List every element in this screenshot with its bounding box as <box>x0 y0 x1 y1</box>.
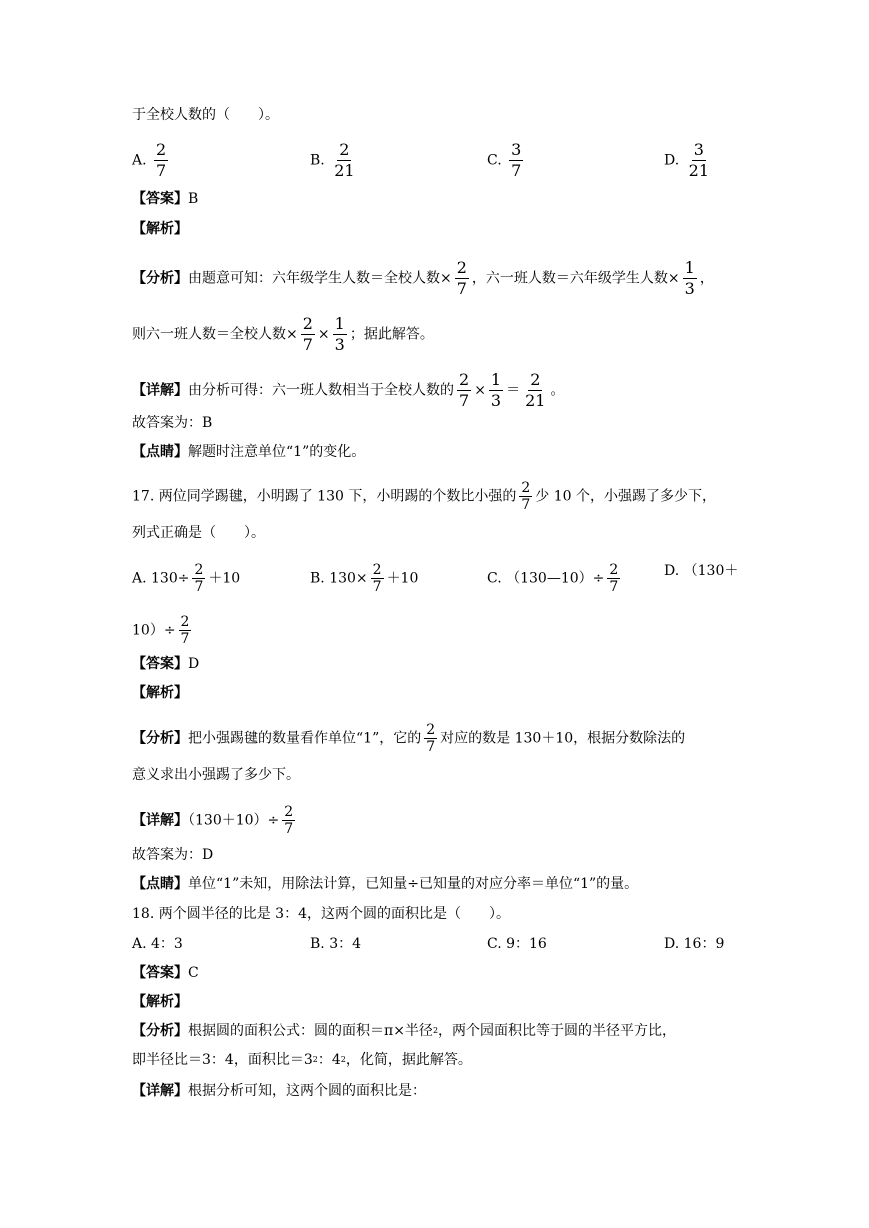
q17-stem-line2: 列式正确是（ ）。 <box>132 525 265 541</box>
q17-fenxi-line2: 意义求出小强踢了多少下。 <box>132 767 300 783</box>
q17-option-a: A. 130÷ $\frac{2}{7}$ ＋10 <box>132 562 241 595</box>
q17-option-d: D. （130＋ <box>664 563 739 579</box>
q18-stem: 18. 两个圆半径的比是 3：4，这两个圆的面积比是（ ）。 <box>132 906 510 922</box>
q18-option-a: A. 4：3 <box>132 936 183 952</box>
q16-option-b: B. $\frac{2}{21}$ <box>310 140 355 180</box>
q16-option-c: C. $\frac{3}{7}$ <box>487 140 522 180</box>
q18-option-b: B. 3：4 <box>310 936 362 952</box>
q16-answer: 【答案】B <box>132 191 199 207</box>
q18-jiexi: 【解析】 <box>132 994 188 1010</box>
fraction: $\frac{2}{21}$ <box>334 140 355 180</box>
fraction: $\frac{2}{21}$ <box>525 370 546 410</box>
q18-xiangjie: 【详解】根据分析可知，这两个圆的面积比是： <box>132 1083 426 1099</box>
q16-fenxi-line2: 则六一班人数＝全校人数× $\frac{2}{7}$ × $\frac{1}{3}$ ；据此解答。 <box>132 314 434 354</box>
q18-option-d: D. 16：9 <box>664 936 725 952</box>
q17-option-b: B. 130× $\frac{2}{7}$ ＋10 <box>310 562 419 595</box>
fraction: $\frac{1}{3}$ <box>490 370 502 410</box>
fraction: $\frac{2}{7}$ <box>284 804 294 837</box>
fraction: $\frac{2}{7}$ <box>156 140 167 180</box>
q18-fenxi-line1: 【分析】根据圆的面积公式：圆的面积＝π×半径$^2$，两个园面积比等于圆的半径平方比， <box>132 1023 677 1039</box>
q17-jiexi: 【解析】 <box>132 685 188 701</box>
fraction: $\frac{3}{7}$ <box>511 140 522 180</box>
fraction: $\frac{2}{7}$ <box>372 562 382 595</box>
q17-xiangjie: 【详解】（130＋10）÷ $\frac{2}{7}$ <box>132 804 294 837</box>
fraction: $\frac{1}{3}$ <box>684 258 695 298</box>
fraction: $\frac{2}{7}$ <box>456 258 467 298</box>
fraction: $\frac{2}{7}$ <box>609 562 619 595</box>
q16-option-a: A. $\frac{2}{7}$ <box>132 140 167 180</box>
q18-fenxi-line2: 即半径比＝3：4，面积比$=3^2$：$4^2$，化简，据此解答。 <box>132 1052 472 1068</box>
q16-jiexi: 【解析】 <box>132 221 188 237</box>
fraction: $\frac{2}{7}$ <box>302 314 313 354</box>
q17-stem-line1: 17. 两位同学踢毽，小明踢了 130 下，小明踢的个数比小强的 $\frac{2}{7}$ 少 10 个，小强踢了多少下， <box>132 480 716 513</box>
q17-answer: 【答案】D <box>132 656 200 672</box>
q17-option-c: C. （130—10）÷ $\frac{2}{7}$ <box>487 562 619 595</box>
q18-answer: 【答案】C <box>132 965 199 981</box>
fraction: $\frac{2}{7}$ <box>521 480 531 513</box>
q17-option-d-cont: 10）÷ $\frac{2}{7}$ <box>132 614 190 647</box>
q16-xiangjie: 【详解】由分析可得：六一班人数相当于全校人数的 $\frac{2}{7}$ × $\frac{1}{3}$ ＝ $\frac{2}{21}$ 。 <box>132 370 565 410</box>
fraction: $\frac{1}{3}$ <box>334 314 345 354</box>
q16-stem-tail: 于全校人数的（ ）。 <box>132 107 279 123</box>
q16-final: 故答案为：B <box>132 415 213 431</box>
q16-dianjing: 【点睛】解题时注意单位“1”的变化。 <box>132 444 366 460</box>
fraction: $\frac{2}{7}$ <box>459 370 470 410</box>
fraction: $\frac{3}{21}$ <box>688 140 709 180</box>
q17-final: 故答案为：D <box>132 847 214 863</box>
fraction: $\frac{2}{7}$ <box>426 722 436 755</box>
q16-option-d: D. $\frac{3}{21}$ <box>664 140 709 180</box>
q17-fenxi-line1: 【分析】把小强踢毽的数量看作单位“1”，它的 $\frac{2}{7}$ 对应的数是 130＋10，根据分数除法的 <box>132 722 686 755</box>
q16-fenxi-line1: 【分析】由题意可知：六年级学生人数＝全校人数× $\frac{2}{7}$ ，六一班人数＝六年级学生人数× $\frac{1}{3}$ ， <box>132 258 714 298</box>
fraction: $\frac{2}{7}$ <box>194 562 204 595</box>
q17-dianjing: 【点睛】单位“1”未知，用除法计算，已知量÷已知量的对应分率＝单位“1”的量。 <box>132 876 639 892</box>
fraction: $\frac{2}{7}$ <box>180 614 190 647</box>
q18-option-c: C. 9：16 <box>487 936 547 952</box>
